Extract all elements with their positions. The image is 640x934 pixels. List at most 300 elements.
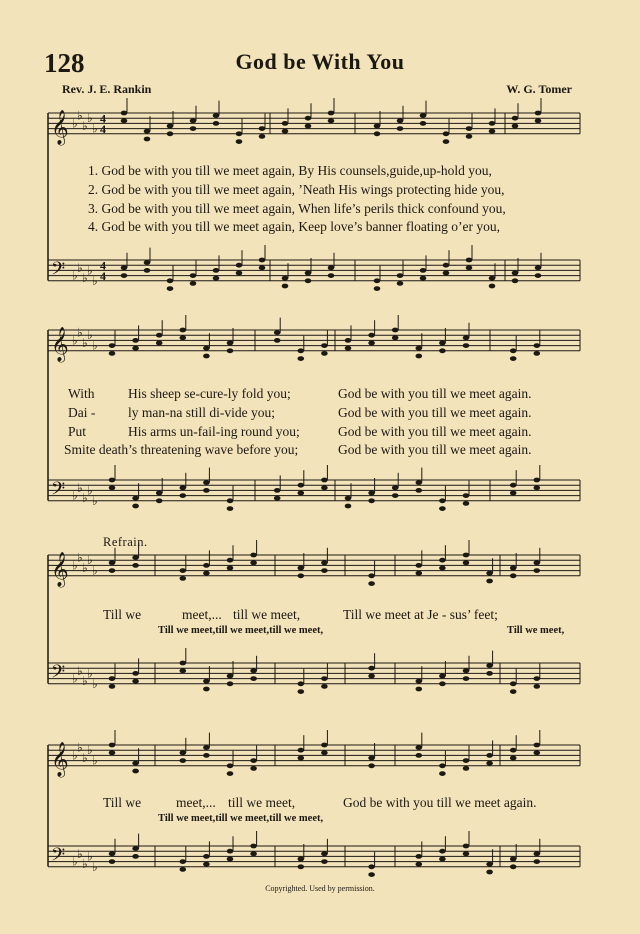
refrain-l2-a: Till we: [103, 795, 142, 810]
notehead: [203, 862, 210, 867]
s2-lyric-3b: His arms un-fail-ing round you;: [128, 424, 300, 439]
notehead: [121, 118, 128, 123]
notehead: [274, 330, 281, 335]
notehead: [298, 756, 305, 761]
notehead: [368, 756, 375, 761]
notehead: [463, 766, 470, 771]
notehead: [180, 485, 187, 490]
notehead: [121, 265, 128, 270]
notehead: [397, 281, 404, 286]
notehead: [203, 488, 210, 493]
notehead: [180, 661, 187, 666]
treble-clef-icon: 𝄞: [51, 109, 69, 145]
notehead: [227, 348, 234, 353]
notehead: [466, 134, 473, 139]
notehead: [213, 268, 220, 273]
notehead: [368, 498, 375, 503]
notehead: [321, 478, 328, 483]
notehead: [489, 276, 496, 281]
flat-icon: ♭: [72, 268, 78, 283]
notehead: [534, 676, 541, 681]
flat-icon: ♭: [82, 491, 88, 506]
notehead: [439, 763, 446, 768]
notehead: [512, 271, 519, 276]
notehead: [439, 857, 446, 862]
refrain-l2-alto: Till we meet,till we meet,till we meet,: [158, 813, 324, 824]
notehead: [144, 260, 151, 265]
notehead: [463, 668, 470, 673]
notehead: [535, 118, 542, 123]
flat-icon: ♭: [77, 550, 83, 565]
notehead: [328, 273, 335, 278]
notehead: [227, 498, 234, 503]
notehead: [512, 116, 519, 121]
flat-icon: ♭: [72, 116, 78, 131]
notehead: [132, 761, 139, 766]
notehead: [305, 116, 312, 121]
s2-lyric-2a: Dai -: [68, 405, 96, 420]
notehead: [259, 134, 266, 139]
flat-icon: ♭: [82, 857, 88, 872]
notehead: [321, 676, 328, 681]
notehead: [132, 496, 139, 501]
notehead: [439, 674, 446, 679]
treble-clef-icon: 𝄞: [51, 551, 69, 587]
notehead: [420, 268, 427, 273]
notehead: [321, 351, 328, 356]
s2-lyric-4a: Smite death’s threatening wave before you;: [64, 442, 299, 457]
notehead: [109, 351, 116, 356]
notehead: [416, 854, 423, 859]
notehead: [109, 478, 116, 483]
flat-icon: ♭: [72, 748, 78, 763]
notehead: [250, 553, 257, 558]
notehead: [132, 854, 139, 859]
notehead: [439, 849, 446, 854]
notehead: [180, 758, 187, 763]
flat-icon: ♭: [92, 676, 98, 691]
notehead: [298, 356, 305, 361]
notehead: [203, 753, 210, 758]
staff-7: [48, 741, 580, 778]
staff-2: [48, 258, 580, 287]
notehead: [132, 671, 139, 676]
notehead: [321, 859, 328, 864]
notehead: [328, 111, 335, 116]
time-signature: 4: [100, 268, 106, 283]
notehead: [321, 851, 328, 856]
flat-icon: ♭: [72, 488, 78, 503]
notehead: [374, 286, 381, 291]
notehead: [486, 753, 493, 758]
notehead: [132, 555, 139, 560]
notehead: [345, 504, 352, 509]
flat-icon: ♭: [92, 859, 98, 874]
notehead: [534, 859, 541, 864]
notehead: [368, 341, 375, 346]
notehead: [250, 851, 257, 856]
notehead: [416, 862, 423, 867]
notehead: [510, 864, 517, 869]
flat-icon: ♭: [77, 108, 83, 123]
notehead: [534, 568, 541, 573]
notehead: [109, 560, 116, 565]
refrain-l1-alto-end: Till we meet,: [507, 625, 565, 636]
notehead: [397, 273, 404, 278]
notehead: [368, 864, 375, 869]
time-signature: 4: [100, 111, 106, 126]
notehead: [443, 263, 450, 268]
notehead: [298, 857, 305, 862]
verse-line-3: 3. God be with you till we meet again, When life’s perils thick confound you,: [88, 201, 506, 216]
notehead: [392, 328, 399, 333]
notehead: [203, 854, 210, 859]
notehead: [236, 271, 243, 276]
notehead: [190, 281, 197, 286]
notehead: [227, 857, 234, 862]
refrain-l2-d: God be with you till we meet again.: [343, 795, 537, 810]
notehead: [250, 758, 257, 763]
verse-line-4: 4. God be with you till we meet again, Keep love’s banner floating o’er you,: [88, 219, 501, 234]
refrain-l1-d: Till we meet at Je - sus’ feet;: [343, 607, 498, 622]
treble-clef-icon: 𝄞: [51, 741, 69, 777]
staff-8: [48, 845, 580, 874]
notehead: [368, 872, 375, 877]
notehead: [463, 560, 470, 565]
notehead: [439, 566, 446, 571]
notehead: [227, 674, 234, 679]
notehead: [439, 341, 446, 346]
notehead: [227, 771, 234, 776]
flat-icon: ♭: [87, 263, 93, 278]
refrain-l2-c: till we meet,: [228, 795, 296, 810]
notehead: [510, 348, 517, 353]
refrain-l2-b: meet,...: [176, 795, 216, 810]
notehead: [305, 278, 312, 283]
notehead: [227, 341, 234, 346]
notehead: [535, 273, 542, 278]
s2-lyric-3a: Put: [68, 424, 87, 439]
time-signature: 4: [100, 258, 106, 273]
notehead: [443, 131, 450, 136]
refrain-l1-b: meet,...: [182, 607, 222, 622]
flat-icon: ♭: [87, 849, 93, 864]
notehead: [282, 276, 289, 281]
hymn-number: 128: [44, 48, 85, 78]
composer: W. G. Tomer: [506, 82, 572, 96]
s2-lyric-1b: His sheep se-cure-ly fold you;: [128, 386, 291, 401]
notehead: [156, 498, 163, 503]
s2-lyric-1a: With: [68, 386, 95, 401]
notehead: [203, 563, 210, 568]
notehead: [109, 568, 116, 573]
flat-icon: ♭: [77, 846, 83, 861]
notehead: [282, 121, 289, 126]
notehead: [203, 354, 210, 359]
notehead: [463, 335, 470, 340]
flat-icon: ♭: [87, 483, 93, 498]
notehead: [190, 126, 197, 131]
hymn-title: God be With You: [235, 49, 405, 74]
notehead: [510, 756, 517, 761]
notehead: [180, 328, 187, 333]
notehead: [282, 129, 289, 134]
notehead: [236, 131, 243, 136]
notehead: [227, 681, 234, 686]
notehead: [203, 571, 210, 576]
flat-icon: ♭: [92, 493, 98, 508]
notehead: [416, 753, 423, 758]
flat-icon: ♭: [92, 121, 98, 136]
notehead: [486, 761, 493, 766]
notehead: [121, 273, 128, 278]
notehead: [121, 111, 128, 116]
notehead: [397, 118, 404, 123]
notehead: [298, 681, 305, 686]
verse-line-2: 2. God be with you till we meet again, ’Neath His wings protecting hide you,: [88, 182, 505, 197]
notehead: [109, 743, 116, 748]
notehead: [132, 679, 139, 684]
notehead: [213, 113, 220, 118]
staff-3: [48, 326, 580, 363]
s2-lyric-3c: God be with you till we meet again.: [338, 424, 532, 439]
notehead: [298, 566, 305, 571]
notehead: [416, 563, 423, 568]
flat-icon: ♭: [77, 663, 83, 678]
notehead: [227, 763, 234, 768]
notehead: [203, 480, 210, 485]
s2-lyric-1c: God be with you till we meet again.: [338, 386, 532, 401]
notehead: [259, 126, 266, 131]
notehead: [443, 139, 450, 144]
staff-6: [48, 662, 580, 691]
notehead: [180, 335, 187, 340]
notehead: [298, 348, 305, 353]
notehead: [156, 333, 163, 338]
notehead: [298, 483, 305, 488]
staff-5: [48, 551, 580, 588]
flat-icon: ♭: [82, 751, 88, 765]
notehead: [512, 278, 519, 283]
notehead: [486, 671, 493, 676]
notehead: [534, 351, 541, 356]
notehead: [180, 867, 187, 872]
notehead: [510, 356, 517, 361]
flat-icon: ♭: [87, 328, 93, 343]
notehead: [213, 276, 220, 281]
notehead: [167, 124, 174, 129]
notehead: [534, 743, 541, 748]
notehead: [534, 343, 541, 348]
notehead: [167, 131, 174, 136]
notehead: [466, 258, 473, 263]
bass-clef-icon: 𝄢: [51, 661, 66, 687]
notehead: [463, 758, 470, 763]
refrain-l1-alto: Till we meet,till we meet,till we meet,: [158, 625, 324, 636]
notehead: [368, 333, 375, 338]
notehead: [368, 763, 375, 768]
refrain-l1-c: till we meet,: [233, 607, 301, 622]
notehead: [180, 493, 187, 498]
notehead: [443, 271, 450, 276]
notehead: [510, 566, 517, 571]
notehead: [132, 346, 139, 351]
notehead: [466, 126, 473, 131]
notehead: [368, 491, 375, 496]
flat-icon: ♭: [77, 480, 83, 495]
notehead: [298, 573, 305, 578]
notehead: [510, 491, 517, 496]
notehead: [535, 111, 542, 116]
s2-lyric-2c: God be with you till we meet again.: [338, 405, 532, 420]
notehead: [321, 684, 328, 689]
notehead: [180, 568, 187, 573]
notehead: [392, 335, 399, 340]
flat-icon: ♭: [72, 671, 78, 686]
notehead: [236, 139, 243, 144]
flat-icon: ♭: [92, 338, 98, 353]
flat-icon: ♭: [87, 553, 93, 568]
notehead: [466, 265, 473, 270]
s2-lyric-2b: ly man-na still di-vide you;: [128, 405, 275, 420]
notehead: [368, 674, 375, 679]
notehead: [486, 862, 493, 867]
notehead: [463, 501, 470, 506]
notehead: [510, 483, 517, 488]
flat-icon: ♭: [92, 273, 98, 288]
flat-icon: ♭: [72, 854, 78, 869]
notehead: [397, 126, 404, 131]
notehead: [420, 113, 427, 118]
notehead: [416, 679, 423, 684]
notehead: [416, 480, 423, 485]
notehead: [109, 676, 116, 681]
flat-icon: ♭: [82, 561, 88, 575]
notehead: [227, 506, 234, 511]
notehead: [510, 681, 517, 686]
refrain-l1-a: Till we: [103, 607, 142, 622]
notehead: [321, 743, 328, 748]
notehead: [227, 849, 234, 854]
notehead: [510, 573, 517, 578]
notehead: [180, 859, 187, 864]
notehead: [374, 278, 381, 283]
notehead: [534, 478, 541, 483]
notehead: [439, 681, 446, 686]
notehead: [203, 346, 210, 351]
notehead: [534, 684, 541, 689]
notehead: [203, 745, 210, 750]
notehead: [282, 284, 289, 289]
notehead: [416, 687, 423, 692]
notehead: [534, 851, 541, 856]
notehead: [203, 679, 210, 684]
notehead: [439, 498, 446, 503]
notehead: [420, 276, 427, 281]
notehead: [420, 121, 427, 126]
notehead: [180, 576, 187, 581]
notehead: [486, 870, 493, 875]
notehead: [392, 493, 399, 498]
notehead: [463, 844, 470, 849]
notehead: [534, 560, 541, 565]
notehead: [486, 579, 493, 584]
flat-icon: ♭: [82, 336, 88, 350]
notehead: [463, 851, 470, 856]
notehead: [510, 689, 517, 694]
notehead: [132, 769, 139, 774]
copyright-notice: Copyrighted. Used by permission.: [265, 884, 375, 893]
notehead: [512, 124, 519, 129]
notehead: [345, 338, 352, 343]
notehead: [416, 488, 423, 493]
refrain-label: Refrain.: [103, 535, 148, 549]
notehead: [298, 491, 305, 496]
notehead: [298, 748, 305, 753]
notehead: [463, 343, 470, 348]
notehead: [368, 581, 375, 586]
notehead: [328, 118, 335, 123]
notehead: [463, 676, 470, 681]
notehead: [486, 663, 493, 668]
lyricist: Rev. J. E. Rankin: [62, 82, 152, 96]
flat-icon: ♭: [82, 271, 88, 286]
bass-clef-icon: 𝄢: [51, 258, 66, 284]
verse-line-1: 1. God be with you till we meet again, By His counsels,guide,up-hold you,: [88, 163, 492, 178]
notehead: [156, 341, 163, 346]
time-signature: 4: [100, 121, 106, 136]
notehead: [109, 684, 116, 689]
notehead: [190, 118, 197, 123]
notehead: [132, 504, 139, 509]
notehead: [203, 687, 210, 692]
flat-icon: ♭: [82, 119, 88, 133]
notehead: [439, 506, 446, 511]
notehead: [109, 851, 116, 856]
notehead: [144, 268, 151, 273]
notehead: [236, 263, 243, 268]
notehead: [489, 121, 496, 126]
notehead: [109, 750, 116, 755]
notehead: [305, 124, 312, 129]
notehead: [274, 338, 281, 343]
flat-icon: ♭: [72, 333, 78, 348]
notehead: [259, 265, 266, 270]
staff-1: [48, 109, 580, 146]
notehead: [144, 137, 151, 142]
notehead: [321, 568, 328, 573]
notehead: [321, 485, 328, 490]
notehead: [250, 668, 257, 673]
flat-icon: ♭: [77, 325, 83, 340]
notehead: [392, 485, 399, 490]
notehead: [109, 485, 116, 490]
notehead: [227, 566, 234, 571]
flat-icon: ♭: [87, 111, 93, 126]
notehead: [374, 131, 381, 136]
notehead: [250, 844, 257, 849]
notehead: [439, 558, 446, 563]
flat-icon: ♭: [87, 743, 93, 758]
notehead: [489, 129, 496, 134]
notehead: [274, 496, 281, 501]
notehead: [250, 676, 257, 681]
treble-clef-icon: 𝄞: [51, 326, 69, 362]
notehead: [510, 748, 517, 753]
notehead: [328, 265, 335, 270]
notehead: [274, 488, 281, 493]
notehead: [167, 286, 174, 291]
